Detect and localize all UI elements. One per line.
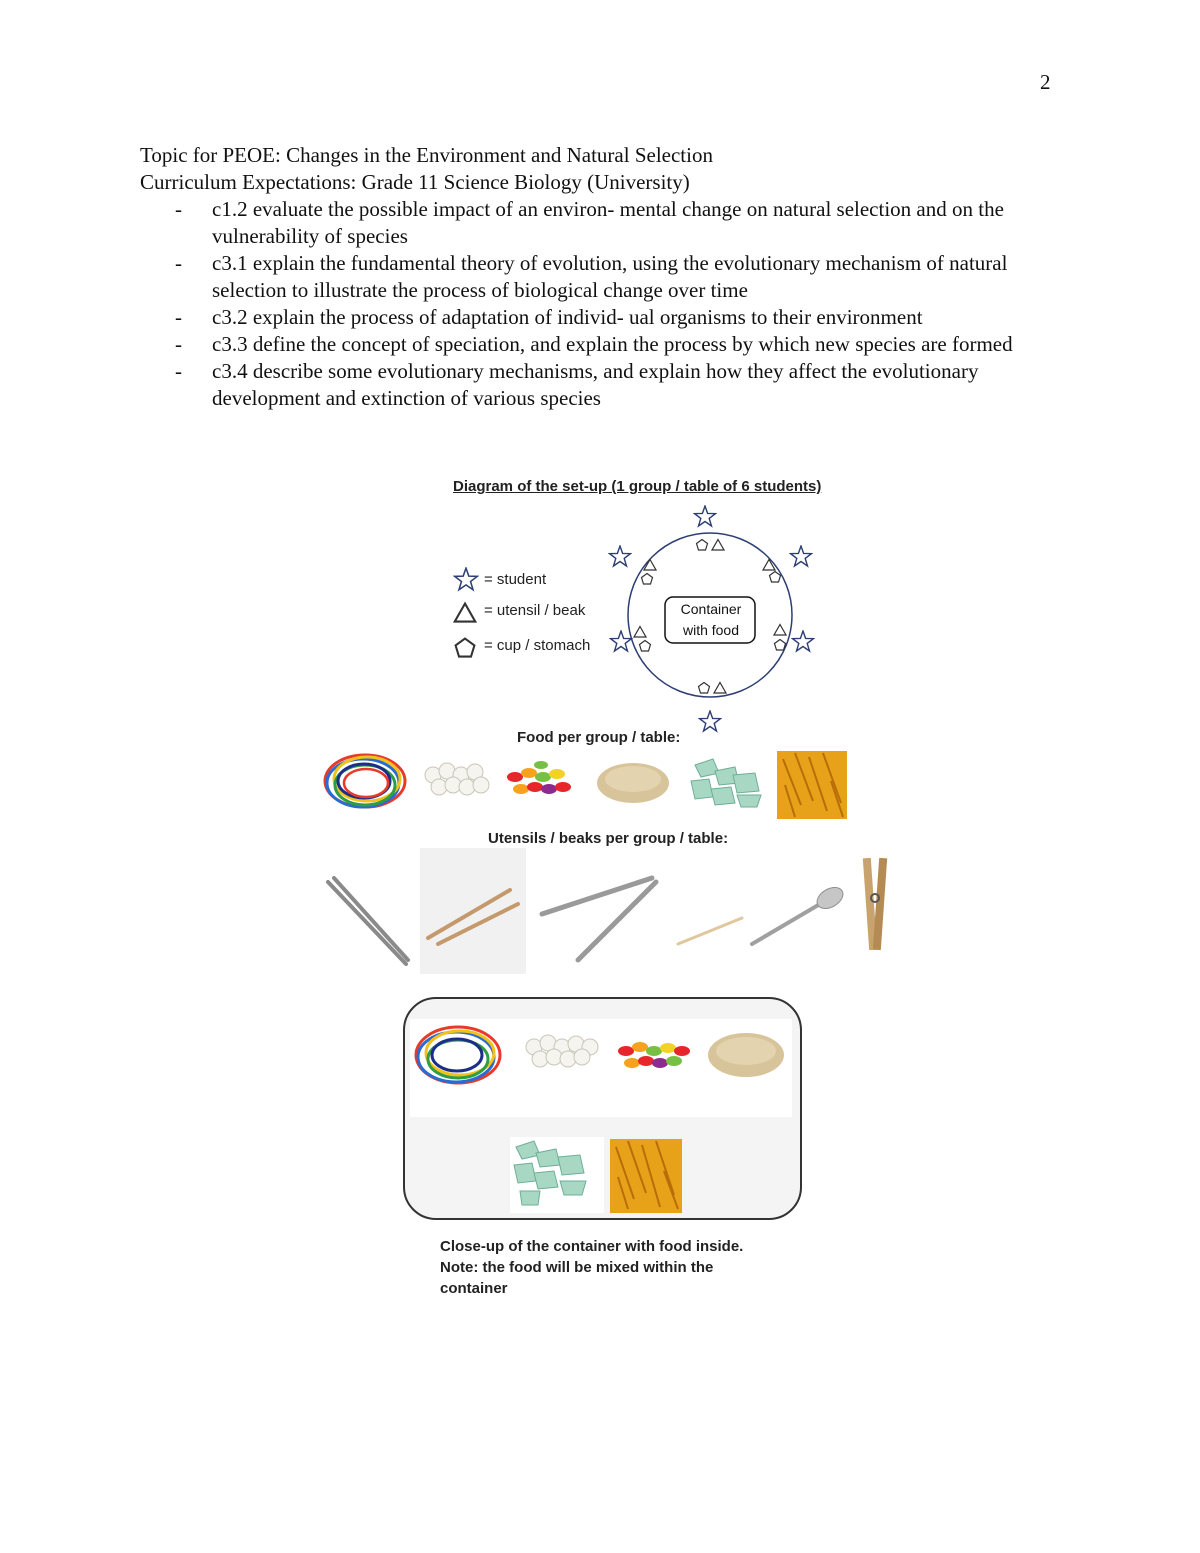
closeup-marshmallows-image [526,1035,598,1067]
student-star-icon [695,506,716,526]
expectation-text: c3.1 explain the fundamental theory of evolution, using the evolutionary mechanism of natural selection to illustrate the process of biological change over time [212,251,1008,302]
tongs-image [542,878,656,960]
spoon-image [752,883,847,944]
list-dash: - [175,332,182,356]
tweezers-image [328,878,408,964]
expectation-text: c3.2 explain the process of adaptation of individ- ual organisms to their environment [212,305,923,329]
expectation-text: c1.2 evaluate the possible impact of an environ- mental change on natural selection and on the vulnerability of species [212,197,1004,248]
utensil-triangle-icon [634,627,646,638]
diagram-title: Diagram of the set-up (1 group / table of 6 students) [453,478,822,495]
container-label [668,599,754,641]
closeup-container [400,995,805,1223]
cup-pentagon-icon [770,572,781,583]
cup-pentagon-icon [699,683,710,694]
utensil-triangle-icon [712,540,724,551]
cup-pentagon-icon [697,540,708,551]
utensils-title: Utensils / beaks per group / table: [488,830,729,847]
rice-image [597,763,669,803]
container-label-line: with food [682,622,740,638]
legend-pentagon-icon [456,639,475,657]
utensil-triangle-icon [763,560,775,571]
marshmallows-image [425,763,489,795]
legend-utensil: = utensil / beak [484,602,586,619]
jelly-beans-image [507,761,571,794]
closeup-pasta-image [610,1139,682,1213]
topic-line: Topic for PEOE: Changes in the Environment and Natural Selection [140,143,713,167]
page-number: 2 [1040,70,1051,94]
utensil-triangle-icon [774,625,786,636]
list-dash: - [175,197,182,221]
cup-pentagon-icon [642,574,653,585]
student-star-icon [700,711,721,731]
cup-pentagon-icon [640,641,651,652]
cup-pentagon-icon [775,640,786,651]
list-dash: - [175,359,182,383]
food-images-row [315,745,855,825]
closeup-caption-line: container [440,1280,508,1297]
food-title: Food per group / table: [517,729,681,746]
toothpick-image [678,918,742,944]
legend-cup: = cup / stomach [484,637,591,654]
rubber-bands-image [325,755,405,807]
student-star-icon [610,546,631,566]
mint-candy-image [691,759,761,807]
list-dash: - [175,305,182,329]
expectation-text: c3.4 describe some evolutionary mechanisms, and explain how they affect the evolutionary development and extinction of various species [212,359,979,410]
student-star-icon [793,631,814,651]
closeup-caption-line: Note: the food will be mixed within the [440,1259,714,1276]
legend-triangle-icon [455,604,476,622]
student-star-icon [611,631,632,651]
student-star-icon [791,546,812,566]
pasta-image [777,751,847,819]
utensils-images-row [320,848,890,976]
closeup-rice-image [708,1033,784,1077]
closeup-caption [440,1236,780,1299]
container-label-line: Container [680,601,742,617]
legend-star-icon [455,568,478,590]
list-dash: - [175,251,182,275]
expectation-text: c3.3 define the concept of speciation, and explain the process by which new species are formed [212,332,1013,356]
legend-student: = student [484,571,547,588]
closeup-caption-line: Close-up of the container with food inside. [440,1238,744,1255]
utensil-triangle-icon [714,683,726,694]
clothespin-image [863,858,887,950]
curriculum-line: Curriculum Expectations: Grade 11 Science Biology (University) [140,170,690,194]
